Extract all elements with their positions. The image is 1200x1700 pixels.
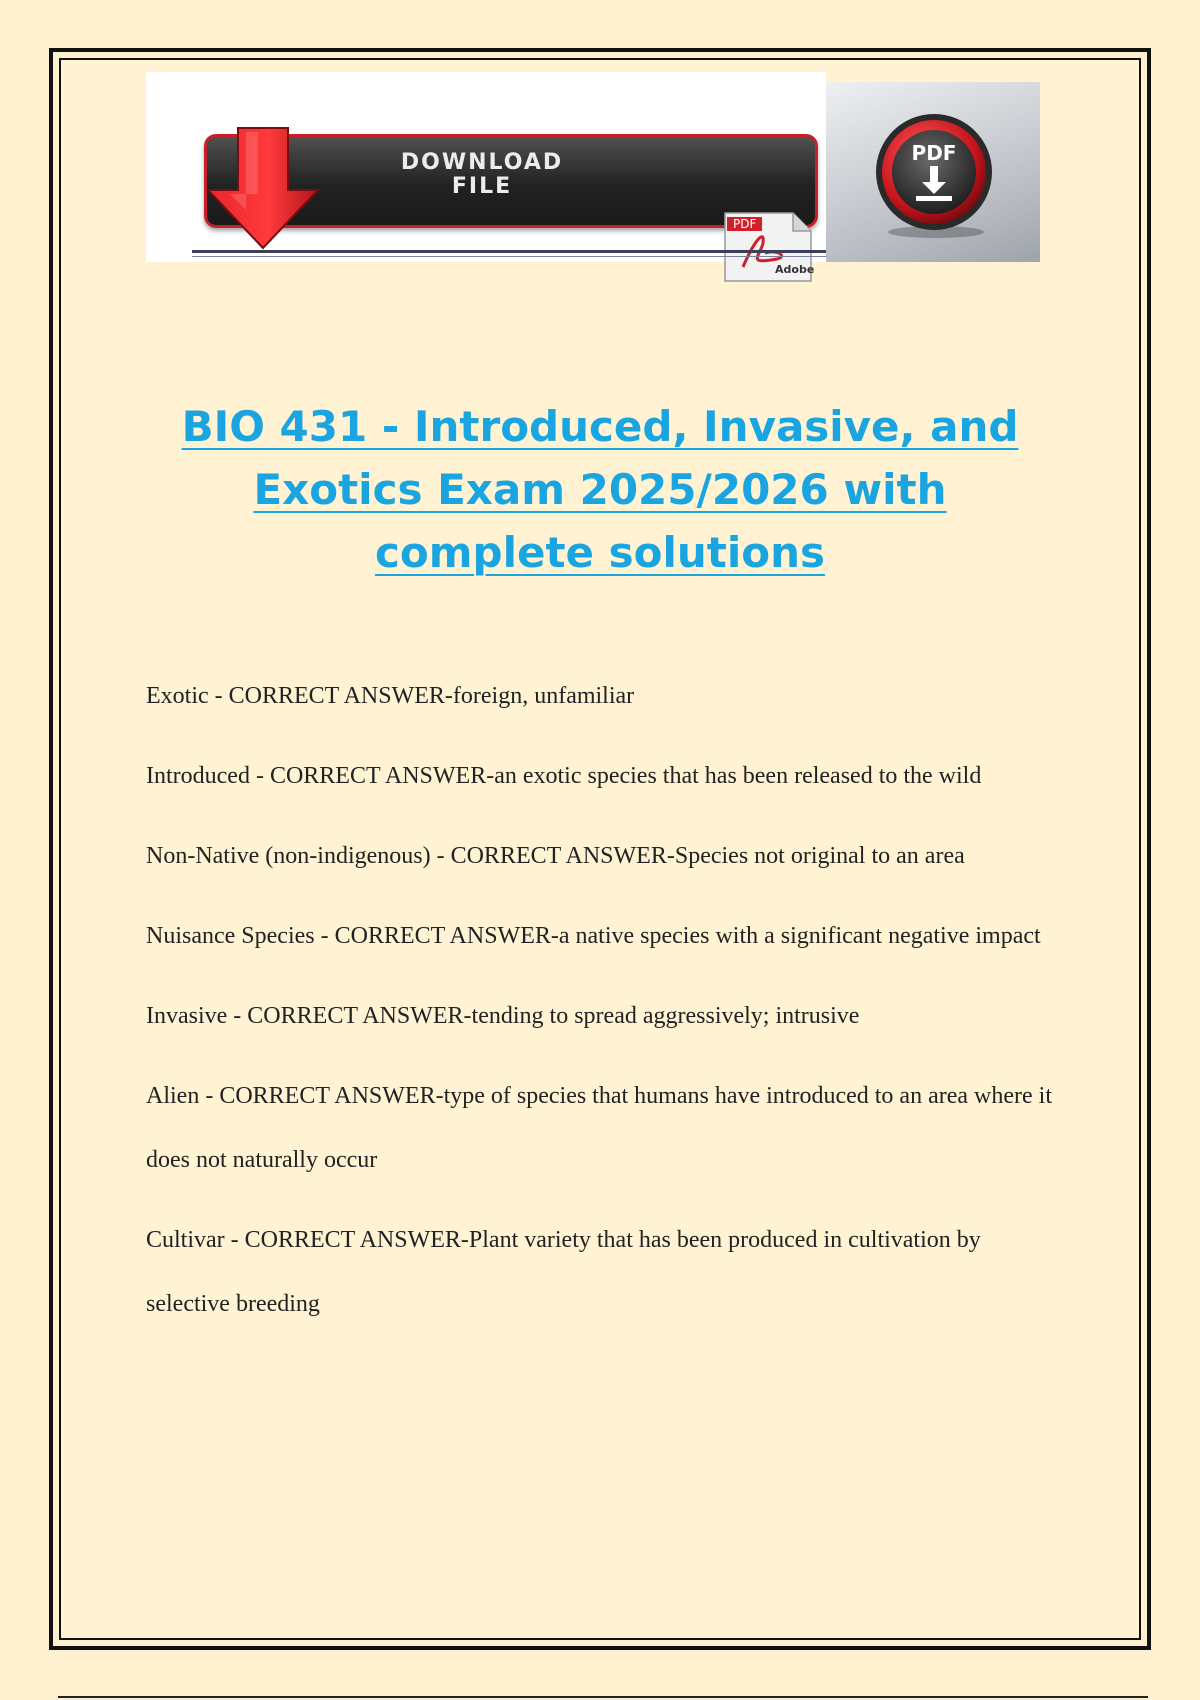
adobe-tag: Adobe — [775, 263, 815, 276]
qa-item-invasive: Invasive - CORRECT ANSWER-tending to spread aggressively; intrusive — [146, 1003, 860, 1029]
qa-item-non-native: Non-Native (non-indigenous) - CORRECT ANSWER-Species not original to an area — [146, 843, 965, 869]
download-banner[interactable] — [146, 72, 826, 276]
pdf-badge-panel[interactable] — [826, 82, 1040, 262]
qa-item-exotic: Exotic - CORRECT ANSWER-foreign, unfamiliar — [146, 683, 635, 709]
pdf-document-icon — [715, 209, 819, 283]
badge-pdf-label: PDF — [911, 141, 957, 165]
qa-item-nuisance-species: Nuisance Species - CORRECT ANSWER-a native species with a significant negative impact — [146, 923, 1041, 949]
download-file-label — [357, 151, 607, 199]
download-arrow-icon — [198, 124, 328, 254]
banner-underline — [192, 250, 826, 253]
pdf-tag: PDF — [727, 217, 762, 231]
download-label-line2: FILE — [451, 174, 513, 199]
qa-item-introduced: Introduced - CORRECT ANSWER-an exotic species that has been released to the wild — [146, 763, 982, 789]
qa-list — [146, 664, 1066, 1352]
qa-item-alien: Alien - CORRECT ANSWER-type of species that humans have introduced to an area where it does not naturally occur — [146, 1083, 1052, 1173]
page-bottom-rule — [58, 1696, 1148, 1698]
banner-underline-thin — [192, 256, 826, 257]
download-label-line1: DOWNLOAD — [400, 150, 564, 175]
pdf-download-badge-icon — [864, 110, 1004, 240]
document-title[interactable]: BIO 431 - Introduced, Invasive, and Exotics Exam 2025/2026 with complete solutions — [181, 402, 1019, 577]
qa-item-cultivar: Cultivar - CORRECT ANSWER-Plant variety that has been produced in cultivation by selective breeding — [146, 1227, 981, 1317]
